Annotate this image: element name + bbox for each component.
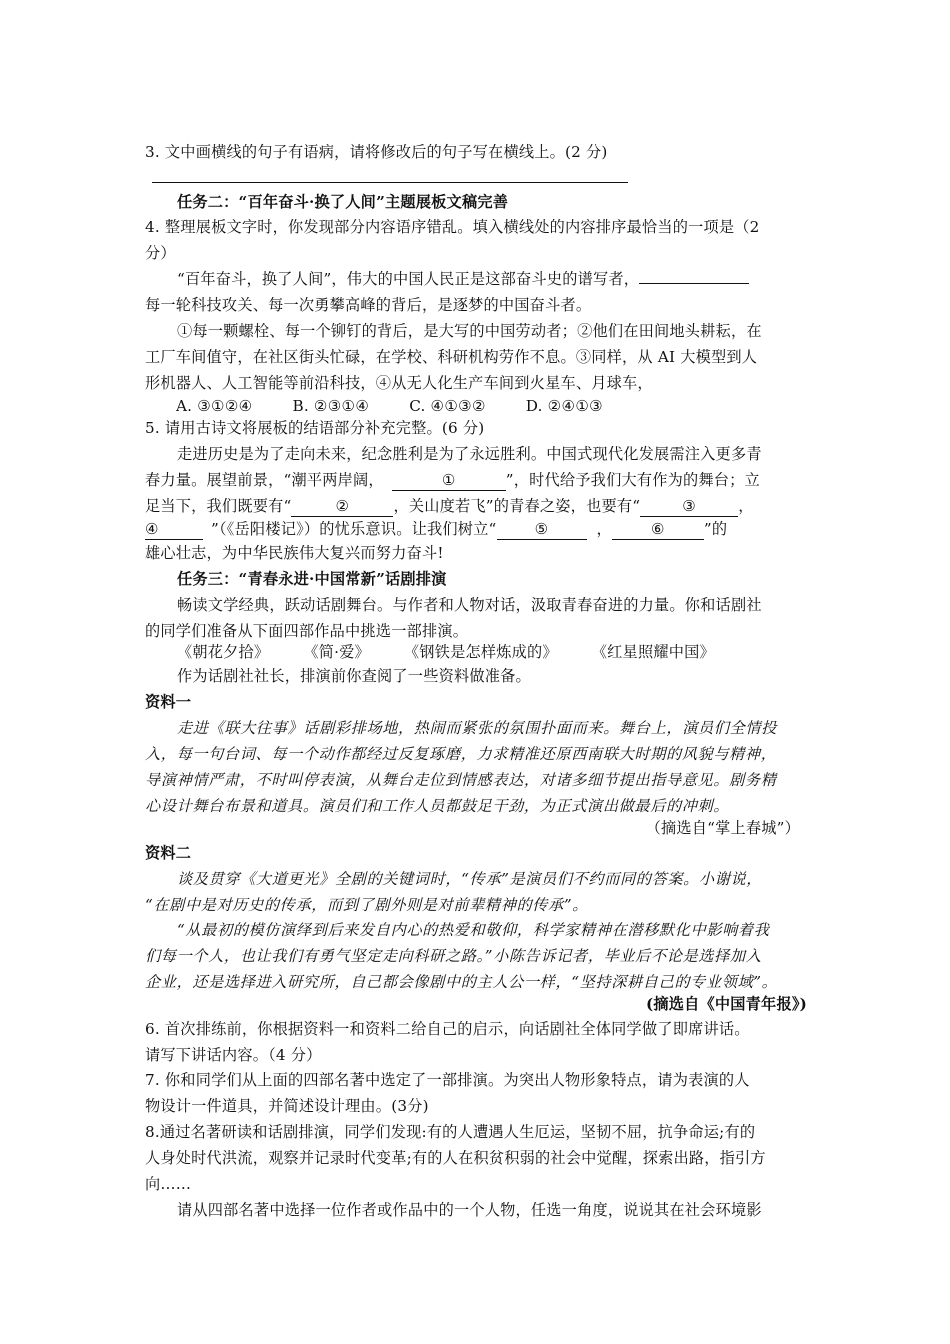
q6-line1: 6. 首次排练前，你根据资料一和资料二给自己的启示，向话剧社全体同学做了即席讲话。 bbox=[145, 1020, 750, 1038]
task3-intro-line1: 畅读文学经典，跃动话剧舞台。与作者和人物对话，汲取青春奋进的力量。你和话剧社 bbox=[177, 596, 762, 614]
q5-line4 bbox=[145, 516, 807, 542]
task3-title: 任务三：“青春永进·中国常新”话剧排演 bbox=[177, 570, 447, 588]
book-title: 《朝花夕拾》 bbox=[177, 643, 270, 661]
q5-line3-b: ，关山度若飞”的青春之姿，也要有“ bbox=[393, 497, 641, 515]
q5-line5: 雄心壮志，为中华民族伟大复兴而努力奋斗! bbox=[145, 544, 444, 562]
material1-line: 入，每一句台词、每一个动作都经过反复琢磨，力求精准还原西南联大时期的风貌与精神， bbox=[145, 745, 777, 763]
q4-passage-line2: 每一轮科技攻关、每一次勇攀高峰的背后，是逐梦的中国奋斗者。 bbox=[145, 296, 592, 314]
q5-stem: 5. 请用古诗文将展板的结语部分补充完整。(6 分) bbox=[145, 419, 485, 437]
q5-line2-b: ”，时代给予我们大有作为的舞台；立 bbox=[505, 471, 760, 489]
q3-answer-line[interactable] bbox=[152, 182, 628, 183]
q4-items-line1: ①每一颗螺栓、每一个铆钉的背后，是大写的中国劳动者；②他们在田间地头耕耘，在 bbox=[177, 322, 762, 340]
q5-line2 bbox=[145, 467, 807, 493]
q4-stem-line1: 4. 整理展板文字时，你发现部分内容语序错乱。填入横线处的内容排序最恰当的一项是（2 bbox=[145, 218, 760, 236]
book-title: 《钢铁是怎样炼成的》 bbox=[403, 643, 558, 661]
q8-line3: 向…… bbox=[145, 1175, 192, 1193]
material1-line: 走进《联大往事》话剧彩排场地，热闹而紧张的氛围扑面而来。舞台上，演员们全情投 bbox=[177, 719, 777, 737]
q5-line1: 走进历史是为了走向未来，纪念胜利是为了永远胜利。中国式现代化发展需注入更多青 bbox=[177, 445, 762, 463]
q4-option-d[interactable]: D. ②④①③ bbox=[525, 397, 603, 415]
q8-line2: 人身处时代洪流，观察并记录时代变革;有的人在积贫积弱的社会中觉醒，探索出路，指引方 bbox=[145, 1149, 766, 1167]
material1-heading: 资料一 bbox=[145, 693, 192, 711]
material2-line: 们每一个人，也让我们有勇气坚定走向科研之路。”小陈告诉记者，毕业后不论是选择加入 bbox=[145, 947, 762, 965]
q7-line1: 7. 你和同学们从上面的四部名著中选定了一部排演。为突出人物形象特点，请为表演的人 bbox=[145, 1071, 750, 1089]
q4-passage-text: “百年奋斗，换了人间”，伟大的中国人民正是这部奋斗史的谱写者， bbox=[177, 270, 640, 288]
material1-line: 心设计舞台布景和道具。演员们和工作人员都鼓足干劲，为正式演出做最后的冲刺。 bbox=[145, 797, 730, 815]
q4-items-line2: 工厂车间值守，在社区街头忙碌，在学校、科研机构劳作不息。③同样，从 AI 大模型到人 bbox=[145, 348, 758, 366]
q5-line4-b: ， bbox=[596, 520, 612, 538]
material2-source: (摘选自《中国青年报》) bbox=[645, 995, 807, 1013]
material1-source: （摘选自“掌上春城”） bbox=[645, 819, 800, 837]
material2-heading: 资料二 bbox=[145, 844, 192, 862]
book-title: 《简·爱》 bbox=[303, 643, 370, 661]
book-title: 《红星照耀中国》 bbox=[591, 643, 715, 661]
q5-line2-a: 春力量。展望前景，“潮平两岸阔， bbox=[145, 471, 384, 489]
q4-blank[interactable] bbox=[639, 283, 749, 284]
q8-line4: 请从四部名著中选择一位作者或作品中的一个人物，任选一角度，说说其在社会环境影 bbox=[177, 1201, 762, 1219]
q4-stem-line2: 分） bbox=[145, 244, 176, 262]
q5-line3-c: ， bbox=[738, 497, 754, 515]
q5-blank-1[interactable]: ① bbox=[392, 470, 506, 491]
task3-prep: 作为话剧社社长，排演前你查阅了一些资料做准备。 bbox=[177, 667, 531, 685]
q6-line2: 请写下讲话内容。（4 分） bbox=[145, 1046, 322, 1064]
q5-blank-4[interactable]: ④ bbox=[145, 519, 203, 540]
q4-option-c[interactable]: C. ④①③② bbox=[409, 397, 486, 415]
q4-option-b[interactable]: B. ②③①④ bbox=[292, 397, 370, 415]
q4-passage-line1 bbox=[177, 266, 807, 292]
q8-line1: 8.通过名著研读和话剧排演，同学们发现:有的人遭遇人生厄运，坚韧不屈，抗争命运;有的 bbox=[145, 1123, 756, 1141]
q5-blank-2[interactable]: ② bbox=[291, 496, 393, 517]
task3-intro-line2: 的同学们准备从下面四部作品中挑选一部排演。 bbox=[145, 622, 469, 640]
q5-blank-3[interactable]: ③ bbox=[640, 496, 738, 517]
q3-stem: 3. 文中画横线的句子有语病，请将修改后的句子写在横线上。(2 分) bbox=[145, 143, 608, 161]
q7-line2: 物设计一件道具，并简述设计理由。(3分) bbox=[145, 1097, 429, 1115]
task3-book-list bbox=[177, 639, 807, 665]
material1-line: 导演神情严肃，不时叫停表演，从舞台走位到情感表达，对诸多细节提出指导意见。剧务精 bbox=[145, 771, 777, 789]
q5-line3-a: 足当下，我们既要有“ bbox=[145, 497, 292, 515]
q5-line4-a: ”（《岳阳楼记》）的忧乐意识。让我们树立“ bbox=[211, 520, 497, 538]
q5-blank-6[interactable]: ⑥ bbox=[612, 519, 704, 540]
material2-line: 企业，还是选择进入研究所，自己都会像剧中的主人公一样，“坚持深耕自己的专业领域”。 bbox=[145, 973, 778, 991]
material2-line: “在剧中是对历史的传承，而到了剧外则是对前辈精神的传承”。 bbox=[145, 896, 588, 914]
task2-title: 任务二：“百年奋斗·换了人间”主题展板文稿完善 bbox=[177, 193, 509, 211]
q5-blank-5[interactable]: ⑤ bbox=[497, 519, 587, 540]
material2-line: 谈及贯穿《大道更光》全剧的关键词时，“传承”是演员们不约而同的答案。小谢说， bbox=[177, 870, 763, 888]
material2-line: “从最初的模仿演绎到后来发自内心的热爱和敬仰，科学家精神在潜移默化中影响着我 bbox=[177, 921, 770, 939]
q4-items-line3: 形机器人、人工智能等前沿科技，④从无人化生产车间到火星车、月球车， bbox=[145, 374, 653, 392]
q4-option-a[interactable]: A. ③①②④ bbox=[176, 397, 253, 415]
q5-line4-c: ”的 bbox=[703, 520, 728, 538]
